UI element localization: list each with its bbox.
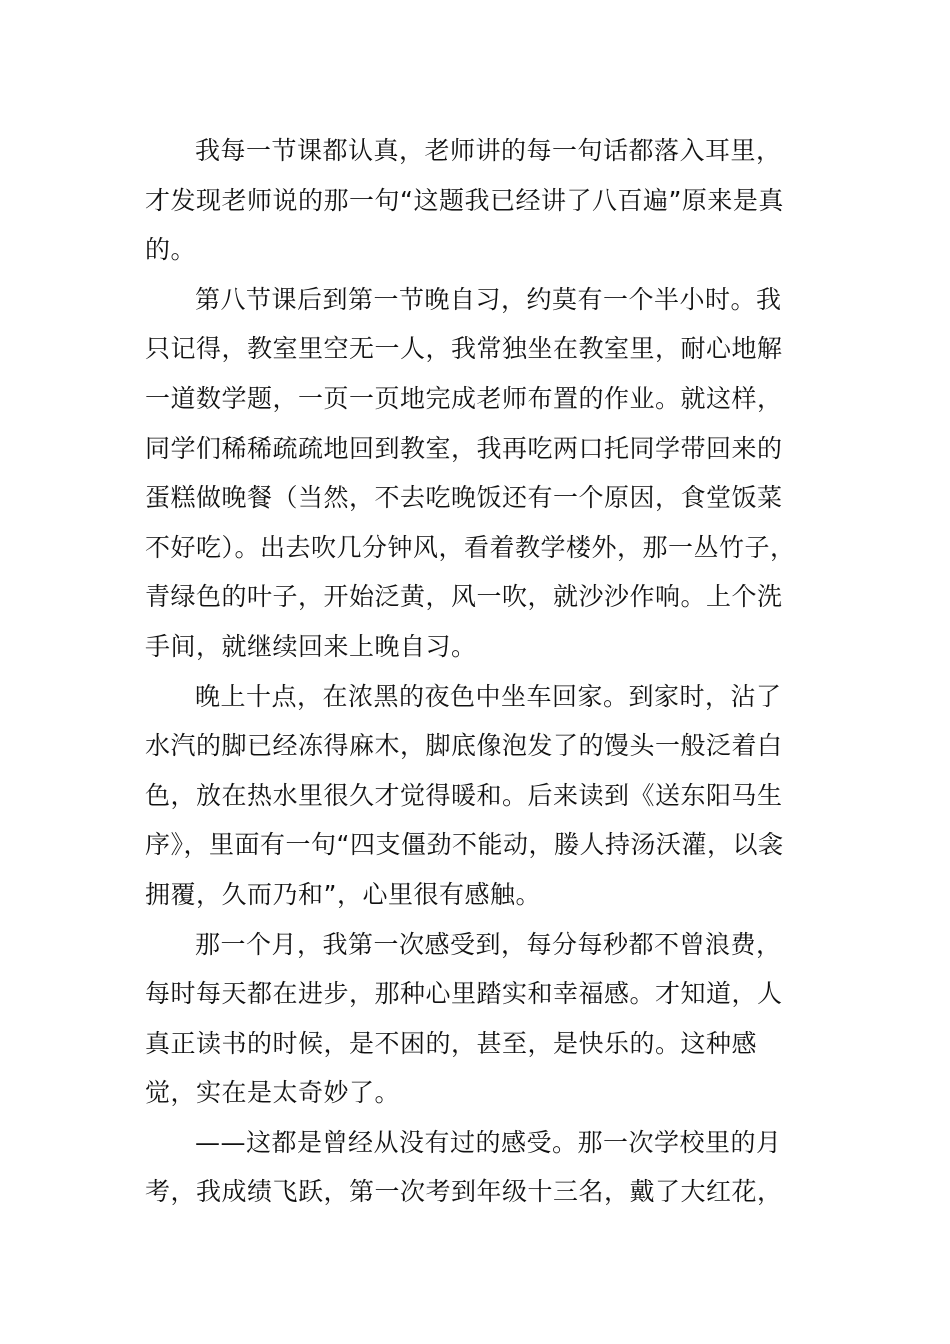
paragraph-3: 晚上十点，在浓黑的夜色中坐车回家。到家时，沾了水汽的脚已经冻得麻木，脚底像泡发了的馒头一般泛着白色，放在热水里很久才觉得暖和。后来读到《送东阳马生序》，里面有一句“四支僵劲不能动，媵人持汤沃灌，以衾拥覆，久而乃和”，心里很有感触。 bbox=[145, 681, 784, 909]
paragraph-5: ——这都是曾经从没有过的感受。那一次学校里的月考，我成绩飞跃，第一次考到年级十三名，戴了大红花， bbox=[145, 1127, 783, 1207]
paragraph-1: 我每一节课都认真，老师讲的每一句话都落入耳里，才发现老师说的那一句“这题我已经讲了八百遍”原来是真的。 bbox=[145, 136, 784, 265]
paragraph-2: 第八节课后到第一节晚自习，约莫有一个半小时。我只记得，教室里空无一人，我常独坐在教室里，耐心地解一道数学题，一页一页地完成老师布置的作业。就这样，同学们稀稀疏疏地回到教室，我再吃两口托同学带回来的蛋糕做晚餐（当然，不去吃晚饭还有一个原因，食堂饭菜不好吃）。出去吹几分钟风，看着教学楼外，那一丛竹子，青绿色的叶子，开始泛黄，风一吹，就沙沙作响。上个洗手间，就继续回来上晚自习。 bbox=[145, 284, 796, 661]
document-body bbox=[145, 126, 805, 1217]
paragraph-4: 那一个月，我第一次感受到，每分每秒都不曾浪费，每时每天都在进步，那种心里踏实和幸福感。才知道，人真正读书的时候，是不困的，甚至，是快乐的。这种感觉，实在是太奇妙了。 bbox=[145, 929, 783, 1108]
